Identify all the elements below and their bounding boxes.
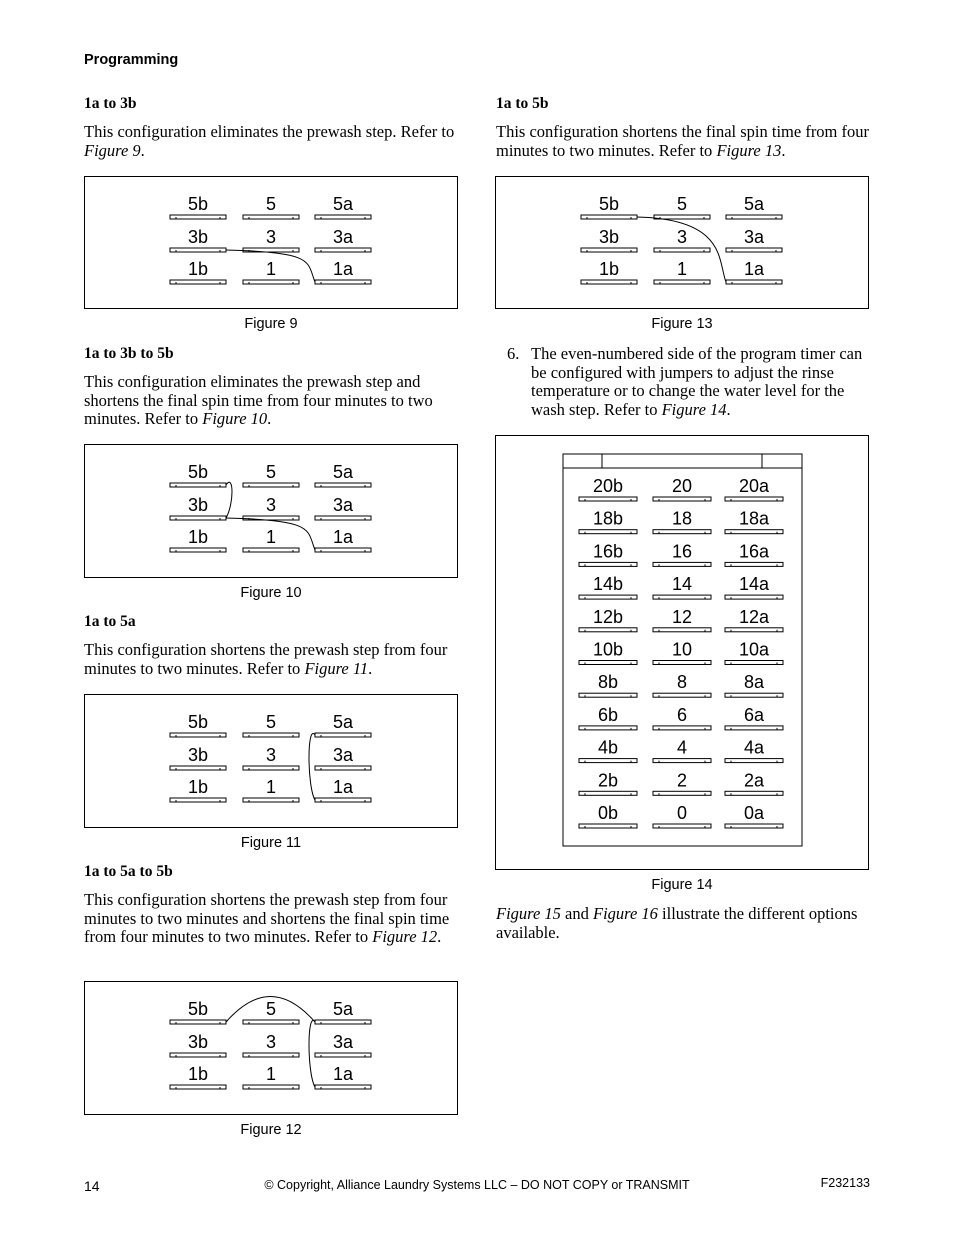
- terminal-label: 5: [265, 194, 277, 214]
- terminal-label: 0b: [597, 803, 619, 823]
- figure-9-diagram: [84, 176, 458, 309]
- terminal-2a: [725, 770, 783, 795]
- terminal-bar: [579, 562, 637, 566]
- terminal-3: [654, 227, 710, 252]
- terminal-bar: [654, 280, 710, 284]
- terminal-label: 1: [676, 259, 688, 279]
- terminal-10a: [725, 640, 783, 665]
- terminal-5a: [315, 194, 371, 219]
- terminal-3b: [581, 227, 637, 252]
- terminal-bar: [170, 483, 226, 487]
- figure-14-ref[interactable]: Figure 14: [661, 399, 727, 419]
- terminal-label: 5: [265, 712, 277, 732]
- terminal-label: 4a: [743, 737, 765, 758]
- terminal-label: 6a: [743, 704, 765, 725]
- terminal-bar: [653, 759, 711, 763]
- copyright-notice: © Copyright, Alliance Laundry Systems LLC – DO NOT COPY or TRANSMIT: [264, 1178, 690, 1192]
- section-text-1a-5a-5b: This configuration shortens the prewash step from four minutes to two minutes and shortens the final spin time from four minutes to two minutes. Refer to Figure 12.: [84, 890, 450, 946]
- terminal-bar: [654, 215, 710, 219]
- terminal-label: 2: [676, 770, 688, 791]
- terminal-bar: [653, 562, 711, 566]
- section-heading-1a-5a: 1a to 5a: [84, 613, 136, 630]
- section-text-1a-3b: This configuration eliminates the prewash step. Refer to Figure 9.: [84, 122, 455, 160]
- terminal-label: 1b: [187, 259, 209, 279]
- jumper-wire-1a-5a: [309, 1020, 315, 1087]
- terminal-4b: [579, 738, 637, 763]
- terminal-3b: [170, 227, 226, 252]
- terminal-5a: [315, 462, 371, 487]
- terminal-14b: [579, 574, 637, 599]
- terminal-1b: [170, 527, 226, 552]
- terminal-label: 18a: [738, 508, 770, 529]
- terminal-bar: [579, 530, 637, 534]
- terminal-2: [653, 770, 711, 795]
- figure-16-ref[interactable]: Figure 16: [593, 904, 658, 923]
- terminal-label: 5b: [598, 194, 620, 214]
- terminal-10b: [579, 640, 637, 665]
- terminal-16: [653, 541, 711, 566]
- terminal-3: [243, 745, 299, 770]
- terminal-label: 5: [265, 462, 277, 482]
- terminal-bar: [243, 1020, 299, 1024]
- terminal-3b: [170, 495, 226, 520]
- terminal-8a: [725, 672, 783, 697]
- terminal-20: [653, 476, 711, 501]
- terminal-board-9: [85, 177, 457, 308]
- terminal-label: 14: [671, 574, 693, 595]
- terminal-5b: [581, 194, 637, 219]
- terminal-bar: [653, 791, 711, 795]
- terminal-bar: [726, 248, 782, 252]
- terminal-3a: [315, 227, 371, 252]
- terminal-bar: [654, 248, 710, 252]
- terminal-label: 1b: [598, 259, 620, 279]
- terminal-label: 5b: [187, 462, 209, 482]
- terminal-label: 1a: [743, 259, 765, 279]
- terminal-bar: [315, 215, 371, 219]
- terminal-label: 4: [676, 737, 688, 758]
- section-text-1a-5b: This configuration shortens the final spin time from four minutes to two minutes. Refer to Figure 13.: [496, 122, 870, 160]
- figure-15-ref[interactable]: Figure 15: [496, 904, 561, 923]
- terminal-1a: [315, 527, 371, 552]
- terminal-bar: [315, 516, 371, 520]
- terminal-board-12: [85, 982, 457, 1114]
- terminal-bar: [726, 280, 782, 284]
- terminal-label: 1b: [187, 1064, 209, 1084]
- terminal-label: 18: [671, 508, 693, 529]
- terminal-14: [653, 574, 711, 599]
- terminal-bar: [315, 766, 371, 770]
- terminal-bar: [725, 562, 783, 566]
- terminal-bar: [725, 791, 783, 795]
- terminal-bar: [725, 759, 783, 763]
- terminal-bar: [653, 661, 711, 665]
- terminal-bar: [653, 693, 711, 697]
- terminal-label: 3a: [332, 495, 354, 515]
- terminal-bar: [579, 628, 637, 632]
- step-6-text: The even-numbered side of the program timer can be configured with jumpers to adjust the rinse temperature or to change the water level for the wash step. Refer to Figure 14.: [531, 344, 863, 419]
- terminal-3a: [315, 495, 371, 520]
- terminal-bar: [653, 497, 711, 501]
- terminal-label: 12b: [592, 606, 624, 627]
- page-number: 14: [84, 1178, 100, 1194]
- figure-9-caption: Figure 9: [244, 316, 298, 332]
- terminal-label: 5a: [743, 194, 765, 214]
- terminal-label: 3: [265, 745, 277, 765]
- terminal-label: 5b: [187, 999, 209, 1019]
- terminal-label: 3b: [187, 1032, 209, 1052]
- terminal-bar: [653, 726, 711, 730]
- terminal-label: 1a: [332, 527, 354, 547]
- figure-12-diagram: [84, 981, 458, 1115]
- terminal-bar: [579, 726, 637, 730]
- terminal-5: [243, 462, 299, 487]
- terminal-bar: [170, 798, 226, 802]
- terminal-1b: [170, 1064, 226, 1089]
- terminal-1b: [581, 259, 637, 284]
- terminal-label: 14b: [592, 574, 624, 595]
- terminal-label: 3: [676, 227, 688, 247]
- terminal-bar: [243, 733, 299, 737]
- terminal-label: 12a: [738, 606, 770, 627]
- terminal-label: 16: [671, 541, 693, 562]
- timer-top-bar: [563, 454, 802, 468]
- terminal-bar: [725, 726, 783, 730]
- terminal-bar: [170, 1020, 226, 1024]
- terminal-board-11: [85, 695, 457, 827]
- terminal-2b: [579, 770, 637, 795]
- terminal-bar: [243, 483, 299, 487]
- terminal-label: 20: [671, 476, 693, 496]
- terminal-label: 5a: [332, 712, 354, 732]
- terminal-12a: [725, 607, 783, 632]
- terminal-label: 20a: [738, 476, 770, 496]
- terminal-bar: [243, 280, 299, 284]
- terminal-bar: [653, 628, 711, 632]
- figure-9-ref[interactable]: Figure 9: [84, 140, 141, 160]
- terminal-label: 18b: [592, 508, 624, 529]
- terminal-5: [654, 194, 710, 219]
- terminal-bar: [243, 798, 299, 802]
- terminal-bar: [725, 595, 783, 599]
- terminal-label: 5a: [332, 194, 354, 214]
- terminal-1: [654, 259, 710, 284]
- jumper-wire-3b-5b: [226, 482, 232, 518]
- figure-10-caption: Figure 10: [240, 585, 302, 601]
- terminal-bar: [581, 215, 637, 219]
- terminal-bar: [726, 215, 782, 219]
- terminal-board-13: [496, 177, 868, 308]
- terminal-8: [653, 672, 711, 697]
- terminal-18: [653, 509, 711, 534]
- terminal-5a: [726, 194, 782, 219]
- section-header: Programming: [84, 52, 179, 68]
- terminal-3a: [315, 745, 371, 770]
- terminal-label: 1a: [332, 777, 354, 797]
- terminal-bar: [579, 595, 637, 599]
- terminal-label: 16a: [738, 541, 770, 562]
- terminal-bar: [315, 798, 371, 802]
- terminal-bar: [725, 693, 783, 697]
- terminal-1a: [726, 259, 782, 284]
- terminal-14a: [725, 574, 783, 599]
- terminal-bar: [315, 483, 371, 487]
- section-heading-1a-3b-5b: 1a to 3b to 5b: [84, 345, 174, 362]
- terminal-5a: [315, 999, 371, 1024]
- terminal-label: 8: [676, 672, 688, 693]
- terminal-label: 3b: [187, 495, 209, 515]
- figure-12-ref[interactable]: Figure 12: [372, 927, 438, 946]
- terminal-5: [243, 999, 299, 1024]
- terminal-label: 1a: [332, 259, 354, 279]
- terminal-bar: [315, 248, 371, 252]
- terminal-bar: [315, 733, 371, 737]
- terminal-label: 6b: [597, 704, 619, 725]
- terminal-bar: [170, 215, 226, 219]
- terminal-bar: [170, 733, 226, 737]
- terminal-bar: [170, 548, 226, 552]
- terminal-label: 1a: [332, 1064, 354, 1084]
- terminal-0b: [579, 803, 637, 828]
- terminal-bar: [315, 1085, 371, 1089]
- terminal-board-10: [85, 445, 457, 577]
- terminal-label: 3: [265, 227, 277, 247]
- terminal-bar: [581, 248, 637, 252]
- terminal-label: 16b: [592, 541, 624, 562]
- terminal-bar: [243, 1085, 299, 1089]
- terminal-bar: [653, 530, 711, 534]
- terminal-6b: [579, 705, 637, 730]
- terminal-label: 14a: [738, 574, 770, 595]
- figure-11-caption: Figure 11: [240, 835, 302, 851]
- terminal-1b: [170, 777, 226, 802]
- figure-13-ref[interactable]: Figure 13: [716, 140, 782, 160]
- terminal-label: 5: [265, 999, 277, 1019]
- terminal-label: 0a: [743, 803, 765, 823]
- terminal-bar: [170, 1053, 226, 1057]
- figure-11-diagram: [84, 694, 458, 828]
- terminal-bar: [243, 215, 299, 219]
- terminal-label: 3b: [598, 227, 620, 247]
- terminal-label: 5a: [332, 999, 354, 1019]
- terminal-0a: [725, 803, 783, 828]
- terminal-bar: [725, 661, 783, 665]
- terminal-label: 3a: [332, 227, 354, 247]
- section-heading-1a-5a-5b: 1a to 5a to 5b: [84, 863, 173, 880]
- terminal-12b: [579, 607, 637, 632]
- terminal-bar: [579, 497, 637, 501]
- terminal-bar: [315, 1053, 371, 1057]
- terminal-label: 10a: [738, 639, 770, 660]
- terminal-bar: [725, 824, 783, 828]
- terminal-20b: [579, 476, 637, 501]
- terminal-label: 3b: [187, 227, 209, 247]
- terminal-5: [243, 194, 299, 219]
- terminal-18b: [579, 509, 637, 534]
- figure-13-diagram: [495, 176, 869, 309]
- terminal-bar: [579, 661, 637, 665]
- terminal-label: 3b: [187, 745, 209, 765]
- terminal-bar: [170, 516, 226, 520]
- terminal-label: 8a: [743, 672, 765, 693]
- terminal-6: [653, 705, 711, 730]
- terminal-label: 20b: [592, 476, 624, 496]
- terminal-label: 3: [265, 1032, 277, 1052]
- terminal-bar: [653, 595, 711, 599]
- terminal-16a: [725, 541, 783, 566]
- terminal-8b: [579, 672, 637, 697]
- terminal-label: 12: [671, 606, 693, 627]
- terminal-3: [243, 1032, 299, 1057]
- jumper-wire-1a-5a: [309, 733, 315, 800]
- figure-10-diagram: [84, 444, 458, 578]
- terminal-label: 4b: [597, 737, 619, 758]
- document-id: F232133: [820, 1176, 870, 1190]
- terminal-bar: [725, 497, 783, 501]
- terminal-bar: [579, 791, 637, 795]
- terminal-bar: [170, 280, 226, 284]
- terminal-label: 1: [265, 527, 277, 547]
- terminal-bar: [170, 766, 226, 770]
- terminal-5b: [170, 999, 226, 1024]
- terminal-1: [243, 1064, 299, 1089]
- closing-paragraph: Figure 15 and Figure 16 illustrate the different options available.: [496, 904, 858, 942]
- section-text-1a-5a: This configuration shortens the prewash step from four minutes to two minutes. Refer to Figure 11.: [84, 640, 448, 678]
- terminal-label: 1: [265, 1064, 277, 1084]
- terminal-bar: [243, 766, 299, 770]
- terminal-bar: [315, 1020, 371, 1024]
- terminal-1a: [315, 777, 371, 802]
- step-6-number: 6.: [507, 344, 520, 363]
- terminal-bar: [170, 248, 226, 252]
- terminal-5: [243, 712, 299, 737]
- section-text-1a-3b-5b: This configuration eliminates the prewash step and shortens the final spin time from four minutes to two minutes. Refer to Figure 10.: [84, 372, 433, 428]
- terminal-5a: [315, 712, 371, 737]
- section-heading-1a-3b: 1a to 3b: [84, 95, 137, 112]
- terminal-1b: [170, 259, 226, 284]
- terminal-label: 5b: [187, 712, 209, 732]
- terminal-label: 3a: [743, 227, 765, 247]
- terminal-1: [243, 259, 299, 284]
- terminal-bar: [579, 693, 637, 697]
- terminal-3a: [726, 227, 782, 252]
- terminal-18a: [725, 509, 783, 534]
- terminal-1a: [315, 259, 371, 284]
- figure-11-ref[interactable]: Figure 11: [304, 658, 369, 678]
- terminal-0: [653, 803, 711, 828]
- terminal-bar: [315, 548, 371, 552]
- terminal-3a: [315, 1032, 371, 1057]
- terminal-bar: [243, 1053, 299, 1057]
- terminal-bar: [653, 824, 711, 828]
- terminal-3b: [170, 745, 226, 770]
- terminal-label: 1b: [187, 527, 209, 547]
- terminal-bar: [243, 548, 299, 552]
- terminal-bar: [579, 759, 637, 763]
- terminal-label: 1: [265, 259, 277, 279]
- terminal-10: [653, 640, 711, 665]
- terminal-1: [243, 777, 299, 802]
- figure-10-ref[interactable]: Figure 10: [202, 409, 268, 428]
- terminal-label: 0: [676, 803, 688, 823]
- terminal-1a: [315, 1064, 371, 1089]
- terminal-label: 2b: [597, 770, 619, 791]
- terminal-bar: [725, 628, 783, 632]
- terminal-label: 1: [265, 777, 277, 797]
- section-heading-1a-5b: 1a to 5b: [496, 95, 549, 112]
- terminal-bar: [581, 280, 637, 284]
- terminal-5b: [170, 462, 226, 487]
- terminal-3: [243, 495, 299, 520]
- terminal-label: 3a: [332, 745, 354, 765]
- terminal-label: 5b: [187, 194, 209, 214]
- terminal-label: 1b: [187, 777, 209, 797]
- terminal-label: 5: [676, 194, 688, 214]
- terminal-6a: [725, 705, 783, 730]
- terminal-label: 3: [265, 495, 277, 515]
- terminal-board-14: [496, 436, 868, 869]
- terminal-20a: [725, 476, 783, 501]
- terminal-4: [653, 738, 711, 763]
- figure-12-caption: Figure 12: [240, 1122, 302, 1138]
- terminal-4a: [725, 738, 783, 763]
- figure-14-diagram: [495, 435, 869, 870]
- terminal-label: 10b: [592, 639, 624, 660]
- terminal-bar: [315, 280, 371, 284]
- figure-14-caption: Figure 14: [651, 877, 713, 893]
- terminal-12: [653, 607, 711, 632]
- terminal-bar: [579, 824, 637, 828]
- terminal-label: 3a: [332, 1032, 354, 1052]
- terminal-label: 8b: [597, 672, 619, 693]
- terminal-bar: [725, 530, 783, 534]
- terminal-label: 6: [676, 704, 688, 725]
- terminal-3b: [170, 1032, 226, 1057]
- terminal-1: [243, 527, 299, 552]
- terminal-label: 10: [671, 639, 693, 660]
- terminal-3: [243, 227, 299, 252]
- terminal-5b: [170, 194, 226, 219]
- terminal-label: 2a: [743, 770, 765, 791]
- terminal-label: 5a: [332, 462, 354, 482]
- terminal-5b: [170, 712, 226, 737]
- terminal-16b: [579, 541, 637, 566]
- figure-13-caption: Figure 13: [651, 316, 713, 332]
- terminal-bar: [170, 1085, 226, 1089]
